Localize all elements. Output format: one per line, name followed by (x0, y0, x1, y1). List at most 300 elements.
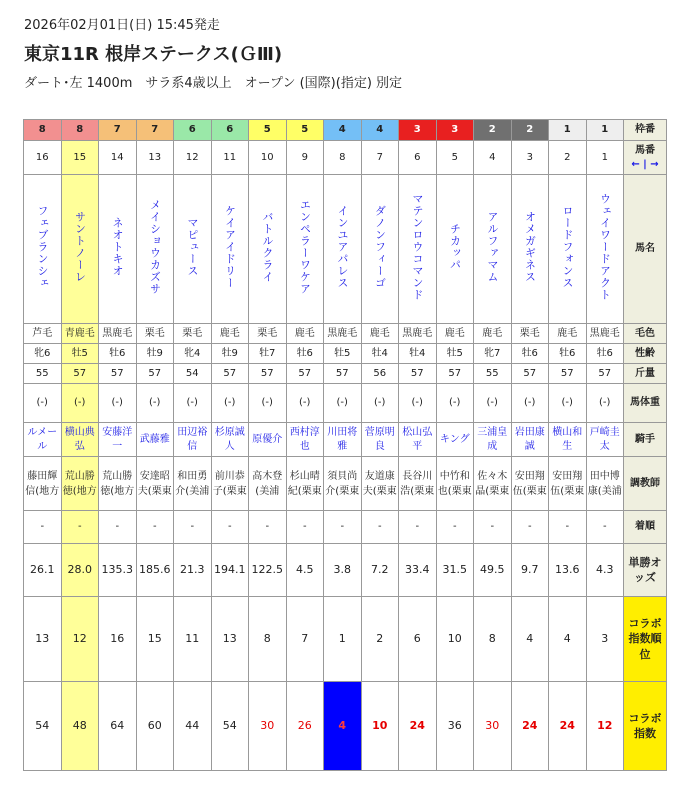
trainer-link[interactable]: 佐々木晶(栗東 (475, 470, 510, 497)
rank-cell: - (174, 511, 212, 544)
row-name (24, 175, 667, 324)
row-label: 毛色 (635, 327, 655, 339)
horse-name-cell[interactable] (399, 175, 437, 324)
trainer-cell[interactable] (211, 457, 249, 511)
collabo-index-cell: 30 (249, 682, 287, 771)
trainer-cell[interactable] (399, 457, 437, 511)
jockey-link[interactable]: 菅原明良 (364, 426, 395, 452)
sex-age-cell: 牡6 (99, 344, 137, 364)
weight-cell: 57 (549, 364, 587, 384)
horse-name-cell[interactable] (24, 175, 62, 324)
collabo-rank-cell: 8 (474, 597, 512, 682)
horse-name-link[interactable]: ウェイワードアクト (598, 192, 612, 301)
jockey-cell[interactable] (211, 423, 249, 457)
jockey-cell[interactable] (136, 423, 174, 457)
collabo-rank-cell: 12 (61, 597, 99, 682)
trainer-link[interactable]: 杉山晴紀(栗東 (287, 470, 322, 497)
collabo-index-cell: 4 (324, 682, 362, 771)
body-weight-cell: (-) (511, 384, 549, 423)
row-label: 性齢 (635, 347, 655, 359)
row-coat (24, 324, 667, 344)
odds-cell: 135.3 (99, 544, 137, 597)
label-weight (624, 364, 667, 384)
umaban-cell: 7 (361, 141, 399, 175)
horse-name-link[interactable]: メイショウカズサ (148, 198, 162, 295)
umaban-cell: 9 (286, 141, 324, 175)
label-name (624, 175, 667, 324)
jockey-cell[interactable] (61, 423, 99, 457)
waku-cell: 6 (174, 120, 212, 141)
trainer-link[interactable]: 安田翔伍(栗東 (512, 470, 547, 497)
odds-cell: 4.5 (286, 544, 324, 597)
sex-age-cell: 牡9 (211, 344, 249, 364)
trainer-link[interactable]: 友道康夫(栗東 (362, 470, 397, 497)
rank-cell: - (136, 511, 174, 544)
collabo-rank-cell: 13 (211, 597, 249, 682)
coat-cell: 鹿毛 (211, 324, 249, 344)
body-weight-cell: (-) (99, 384, 137, 423)
jockey-cell[interactable] (361, 423, 399, 457)
jockey-link[interactable]: 安藤洋一 (102, 426, 133, 452)
waku-cell: 5 (249, 120, 287, 141)
trainer-link[interactable]: 須貝尚介(栗東 (325, 470, 360, 497)
trainer-cell[interactable] (99, 457, 137, 511)
collabo-index-cell: 64 (99, 682, 137, 771)
collabo-rank-cell: 4 (549, 597, 587, 682)
body-weight-cell: (-) (61, 384, 99, 423)
waku-cell: 3 (436, 120, 474, 141)
jockey-cell[interactable] (249, 423, 287, 457)
sex-age-cell: 牝6 (24, 344, 62, 364)
horse-name-cell[interactable] (61, 175, 99, 324)
horse-name-cell[interactable] (436, 175, 474, 324)
horse-name-cell[interactable] (249, 175, 287, 324)
rank-cell: - (211, 511, 249, 544)
coat-cell: 鹿毛 (549, 324, 587, 344)
horse-name-cell[interactable] (474, 175, 512, 324)
trainer-link[interactable]: 安田翔伍(栗東 (550, 470, 585, 497)
horse-name-cell[interactable] (511, 175, 549, 324)
rank-cell: - (61, 511, 99, 544)
rank-cell: - (399, 511, 437, 544)
race-datetime: 2026年02月01日(日) 15:45発走 (24, 18, 220, 33)
waku-cell: 7 (99, 120, 137, 141)
coat-cell: 栗毛 (174, 324, 212, 344)
horse-name-cell[interactable] (136, 175, 174, 324)
label-collabo-index (624, 682, 667, 771)
row-label: 騎手 (635, 433, 655, 445)
coat-cell: 栗毛 (136, 324, 174, 344)
jockey-link[interactable]: 杉原誠人 (214, 426, 245, 452)
jockey-cell[interactable] (24, 423, 62, 457)
trainer-link[interactable]: 中竹和也(栗東 (437, 470, 472, 497)
trainer-cell[interactable] (361, 457, 399, 511)
weight-cell: 57 (436, 364, 474, 384)
weight-cell: 57 (61, 364, 99, 384)
collabo-index-cell: 10 (361, 682, 399, 771)
odds-cell: 28.0 (61, 544, 99, 597)
waku-cell: 1 (586, 120, 624, 141)
sex-age-cell: 牡6 (511, 344, 549, 364)
horse-name-cell[interactable] (324, 175, 362, 324)
collabo-rank-cell: 1 (324, 597, 362, 682)
collabo-rank-cell: 15 (136, 597, 174, 682)
jockey-link[interactable]: キング (439, 433, 470, 445)
collabo-index-cell: 54 (211, 682, 249, 771)
collabo-rank-cell: 6 (399, 597, 437, 682)
collabo-index-cell: 24 (549, 682, 587, 771)
collabo-index-cell: 54 (24, 682, 62, 771)
collabo-rank-cell: 3 (586, 597, 624, 682)
coat-cell: 黒鹿毛 (99, 324, 137, 344)
trainer-cell[interactable] (286, 457, 324, 511)
umaban-cell: 11 (211, 141, 249, 175)
row-num (24, 141, 667, 175)
sex-age-cell: 牡7 (249, 344, 287, 364)
horse-name-cell[interactable] (174, 175, 212, 324)
label-coat (624, 324, 667, 344)
sex-age-cell: 牡9 (136, 344, 174, 364)
odds-cell: 7.2 (361, 544, 399, 597)
body-weight-cell: (-) (249, 384, 287, 423)
collabo-index-cell: 30 (474, 682, 512, 771)
row-crank (24, 597, 667, 682)
row-label: 斤量 (635, 367, 655, 379)
trainer-link[interactable]: 長谷川浩(栗東 (400, 470, 435, 497)
row-waku (24, 120, 667, 141)
row-label: 着順 (635, 521, 655, 532)
body-weight-cell: (-) (174, 384, 212, 423)
trainer-link[interactable]: 荒山勝徳(地方 (62, 470, 97, 497)
umaban-cell: 2 (549, 141, 587, 175)
row-odds (24, 544, 667, 597)
jockey-link[interactable]: 横山典弘 (64, 426, 95, 452)
odds-cell: 33.4 (399, 544, 437, 597)
horse-name-cell[interactable] (99, 175, 137, 324)
umaban-cell: 14 (99, 141, 137, 175)
coat-cell: 鹿毛 (286, 324, 324, 344)
trainer-cell[interactable] (24, 457, 62, 511)
sex-age-cell: 牝4 (174, 344, 212, 364)
jockey-cell[interactable] (474, 423, 512, 457)
collabo-rank-cell: 2 (361, 597, 399, 682)
collabo-rank-cell: 4 (511, 597, 549, 682)
horse-name-cell[interactable] (586, 175, 624, 324)
trainer-cell[interactable] (474, 457, 512, 511)
collabo-index-cell: 24 (511, 682, 549, 771)
weight-cell: 57 (249, 364, 287, 384)
body-weight-cell: (-) (549, 384, 587, 423)
umaban-cell: 6 (399, 141, 437, 175)
weight-cell: 57 (511, 364, 549, 384)
weight-cell: 57 (399, 364, 437, 384)
rank-cell: - (549, 511, 587, 544)
jockey-link[interactable]: 田辺裕信 (177, 426, 208, 452)
trainer-cell[interactable] (549, 457, 587, 511)
rank-cell: - (249, 511, 287, 544)
label-rank (624, 511, 667, 544)
horse-name-link[interactable]: オメガギネス (523, 210, 537, 283)
trainer-cell[interactable] (61, 457, 99, 511)
collabo-rank-cell: 10 (436, 597, 474, 682)
jockey-cell[interactable] (586, 423, 624, 457)
rank-cell: - (361, 511, 399, 544)
trainer-cell[interactable] (511, 457, 549, 511)
odds-cell: 194.1 (211, 544, 249, 597)
waku-cell: 2 (474, 120, 512, 141)
horse-name-link[interactable]: ロードフォンス (560, 204, 574, 289)
rank-cell: - (286, 511, 324, 544)
body-weight-cell: (-) (399, 384, 437, 423)
jockey-cell[interactable] (436, 423, 474, 457)
jockey-cell[interactable] (99, 423, 137, 457)
trainer-cell[interactable] (586, 457, 624, 511)
odds-cell: 9.7 (511, 544, 549, 597)
trainer-link[interactable]: 荒山勝徳(地方 (100, 470, 135, 497)
waku-cell: 2 (511, 120, 549, 141)
trainer-link[interactable]: 安達昭夫(栗東 (137, 470, 172, 497)
sex-age-cell: 牡6 (586, 344, 624, 364)
coat-cell: 鹿毛 (361, 324, 399, 344)
horse-name-link[interactable]: マテンロウコマンド (410, 192, 424, 301)
row-label: コラボ指数 (628, 711, 662, 740)
jockey-cell[interactable] (511, 423, 549, 457)
jockey-link[interactable]: 武藤雅 (139, 433, 170, 445)
umaban-cell: 4 (474, 141, 512, 175)
jockey-cell[interactable] (174, 423, 212, 457)
weight-cell: 57 (136, 364, 174, 384)
row-label: 馬体重 (630, 397, 660, 408)
weight-cell: 56 (361, 364, 399, 384)
trainer-cell[interactable] (249, 457, 287, 511)
umaban-cell: 15 (61, 141, 99, 175)
waku-cell: 7 (136, 120, 174, 141)
body-weight-cell: (-) (586, 384, 624, 423)
race-conditions: ダート･左 1400m サラ系4歳以上 オープン (国際)(指定) 別定 (24, 76, 403, 91)
jockey-link[interactable]: ルメール (27, 426, 58, 452)
jockey-link[interactable]: 松山弘平 (402, 426, 433, 452)
row-jockey (24, 423, 667, 457)
weight-cell: 55 (24, 364, 62, 384)
label-jockey (624, 423, 667, 457)
row-bw (24, 384, 667, 423)
odds-cell: 31.5 (436, 544, 474, 597)
sex-age-cell: 牡5 (61, 344, 99, 364)
body-weight-cell: (-) (324, 384, 362, 423)
trainer-cell[interactable] (174, 457, 212, 511)
collabo-rank-cell: 16 (99, 597, 137, 682)
weight-cell: 54 (174, 364, 212, 384)
odds-cell: 26.1 (24, 544, 62, 597)
body-weight-cell: (-) (24, 384, 62, 423)
row-label: 調教師 (630, 477, 660, 489)
umaban-cell: 16 (24, 141, 62, 175)
jockey-link[interactable]: 岩田康誠 (514, 426, 545, 452)
collabo-index-cell: 48 (61, 682, 99, 771)
sex-age-cell: 牝7 (474, 344, 512, 364)
waku-cell: 4 (361, 120, 399, 141)
sex-age-cell: 牡4 (361, 344, 399, 364)
horse-name-link[interactable]: マピュース (185, 216, 199, 277)
odds-cell: 185.6 (136, 544, 174, 597)
jockey-link[interactable]: 三浦皇成 (477, 426, 508, 452)
collabo-rank-cell: 13 (24, 597, 62, 682)
horse-name-link[interactable]: インユアパレス (335, 204, 349, 289)
race-title: 東京11R 根岸ステークス(ＧⅢ) (24, 44, 283, 65)
body-weight-cell: (-) (211, 384, 249, 423)
weight-cell: 57 (211, 364, 249, 384)
collabo-index-cell: 12 (586, 682, 624, 771)
row-label: 馬名 (635, 243, 655, 254)
coat-cell: 鹿毛 (436, 324, 474, 344)
weight-cell: 57 (324, 364, 362, 384)
label-trainer (624, 457, 667, 511)
coat-cell: 芦毛 (24, 324, 62, 344)
coat-cell: 栗毛 (249, 324, 287, 344)
rank-cell: - (586, 511, 624, 544)
horse-name-cell[interactable] (549, 175, 587, 324)
label-sex-age (624, 344, 667, 364)
label-waku (624, 120, 667, 141)
horse-name-link[interactable]: ケイアイドリー (223, 204, 237, 289)
label-body-weight (624, 384, 667, 423)
row-cidx (24, 682, 667, 771)
umaban-cell: 8 (324, 141, 362, 175)
label-odds (624, 544, 667, 597)
odds-cell: 49.5 (474, 544, 512, 597)
row-label: 枠番 (635, 124, 655, 135)
trainer-link[interactable]: 和田勇介(美浦 (175, 470, 210, 497)
horse-name-cell[interactable] (211, 175, 249, 324)
horse-name-link[interactable]: エンペラーワケア (298, 198, 312, 295)
rank-cell: - (436, 511, 474, 544)
collabo-index-cell: 60 (136, 682, 174, 771)
sex-age-cell: 牡6 (549, 344, 587, 364)
jockey-link[interactable]: 戸崎圭太 (589, 426, 620, 452)
rank-cell: - (511, 511, 549, 544)
coat-cell: 黒鹿毛 (324, 324, 362, 344)
trainer-link[interactable]: 前川恭子(栗東 (212, 470, 247, 497)
sex-age-cell: 牡6 (286, 344, 324, 364)
rank-cell: - (324, 511, 362, 544)
horse-name-cell[interactable] (286, 175, 324, 324)
trainer-link[interactable]: 藤田輝信(地方 (25, 470, 60, 497)
odds-cell: 21.3 (174, 544, 212, 597)
umaban-cell: 1 (586, 141, 624, 175)
jockey-cell[interactable] (324, 423, 362, 457)
trainer-cell[interactable] (136, 457, 174, 511)
odds-cell: 3.8 (324, 544, 362, 597)
coat-cell: 栗毛 (511, 324, 549, 344)
row-label: コラボ指数順位 (628, 616, 662, 661)
sex-age-cell: 牡5 (436, 344, 474, 364)
umaban-cell: 3 (511, 141, 549, 175)
horse-name-link[interactable]: ダノンフィーゴ (373, 204, 387, 289)
body-weight-cell: (-) (474, 384, 512, 423)
weight-cell: 57 (99, 364, 137, 384)
trainer-cell[interactable] (436, 457, 474, 511)
jockey-cell[interactable] (286, 423, 324, 457)
jockey-link[interactable]: 川田将雅 (327, 426, 358, 452)
row-weight (24, 364, 667, 384)
horse-name-link[interactable]: バトルクライ (260, 210, 274, 283)
row-trainer (24, 457, 667, 511)
row-label: 単勝オッズ (628, 555, 662, 584)
collabo-rank-cell: 7 (286, 597, 324, 682)
weight-cell: 57 (286, 364, 324, 384)
odds-cell: 122.5 (249, 544, 287, 597)
waku-cell: 4 (324, 120, 362, 141)
rank-cell: - (24, 511, 62, 544)
weight-cell: 55 (474, 364, 512, 384)
coat-cell: 黒鹿毛 (399, 324, 437, 344)
collabo-rank-cell: 11 (174, 597, 212, 682)
body-weight-cell: (-) (361, 384, 399, 423)
coat-cell: 黒鹿毛 (586, 324, 624, 344)
label-collabo-rank (624, 597, 667, 682)
row-sex (24, 344, 667, 364)
label-umaban (624, 141, 667, 175)
waku-cell: 3 (399, 120, 437, 141)
entry-table (23, 119, 667, 771)
collabo-index-cell: 24 (399, 682, 437, 771)
collabo-index-cell: 44 (174, 682, 212, 771)
horse-name-link[interactable]: チカッパ (448, 222, 462, 271)
rank-cell: - (474, 511, 512, 544)
waku-cell: 5 (286, 120, 324, 141)
rank-cell: - (99, 511, 137, 544)
waku-cell: 1 (549, 120, 587, 141)
waku-cell: 6 (211, 120, 249, 141)
trainer-cell[interactable] (324, 457, 362, 511)
body-weight-cell: (-) (436, 384, 474, 423)
collabo-rank-cell: 8 (249, 597, 287, 682)
jockey-link[interactable]: 原優介 (252, 433, 283, 445)
sex-age-cell: 牡4 (399, 344, 437, 364)
collabo-index-cell: 36 (436, 682, 474, 771)
body-weight-cell: (-) (136, 384, 174, 423)
sort-nav-link[interactable]: ← | → (631, 158, 659, 170)
umaban-cell: 5 (436, 141, 474, 175)
odds-cell: 13.6 (549, 544, 587, 597)
trainer-link[interactable]: 田中博康(美浦 (587, 470, 622, 497)
umaban-cell: 10 (249, 141, 287, 175)
body-weight-cell: (-) (286, 384, 324, 423)
row-label: 馬番 (635, 144, 655, 156)
umaban-cell: 12 (174, 141, 212, 175)
jockey-cell[interactable] (549, 423, 587, 457)
odds-cell: 4.3 (586, 544, 624, 597)
horse-name-link[interactable]: サントノーレ (73, 210, 87, 283)
waku-cell: 8 (61, 120, 99, 141)
horse-name-link[interactable]: ネオトキオ (110, 216, 124, 277)
coat-cell: 青鹿毛 (61, 324, 99, 344)
row-rank (24, 511, 667, 544)
umaban-cell: 13 (136, 141, 174, 175)
trainer-link[interactable]: 高木登(美浦 (252, 470, 283, 497)
jockey-link[interactable]: 横山和生 (552, 426, 583, 452)
jockey-link[interactable]: 西村淳也 (289, 426, 320, 452)
horse-name-link[interactable]: アルファマム (485, 210, 499, 283)
sex-age-cell: 牡5 (324, 344, 362, 364)
horse-name-link[interactable]: フェブランシェ (35, 204, 49, 289)
horse-name-cell[interactable] (361, 175, 399, 324)
weight-cell: 57 (586, 364, 624, 384)
coat-cell: 鹿毛 (474, 324, 512, 344)
collabo-index-cell: 26 (286, 682, 324, 771)
jockey-cell[interactable] (399, 423, 437, 457)
waku-cell: 8 (24, 120, 62, 141)
